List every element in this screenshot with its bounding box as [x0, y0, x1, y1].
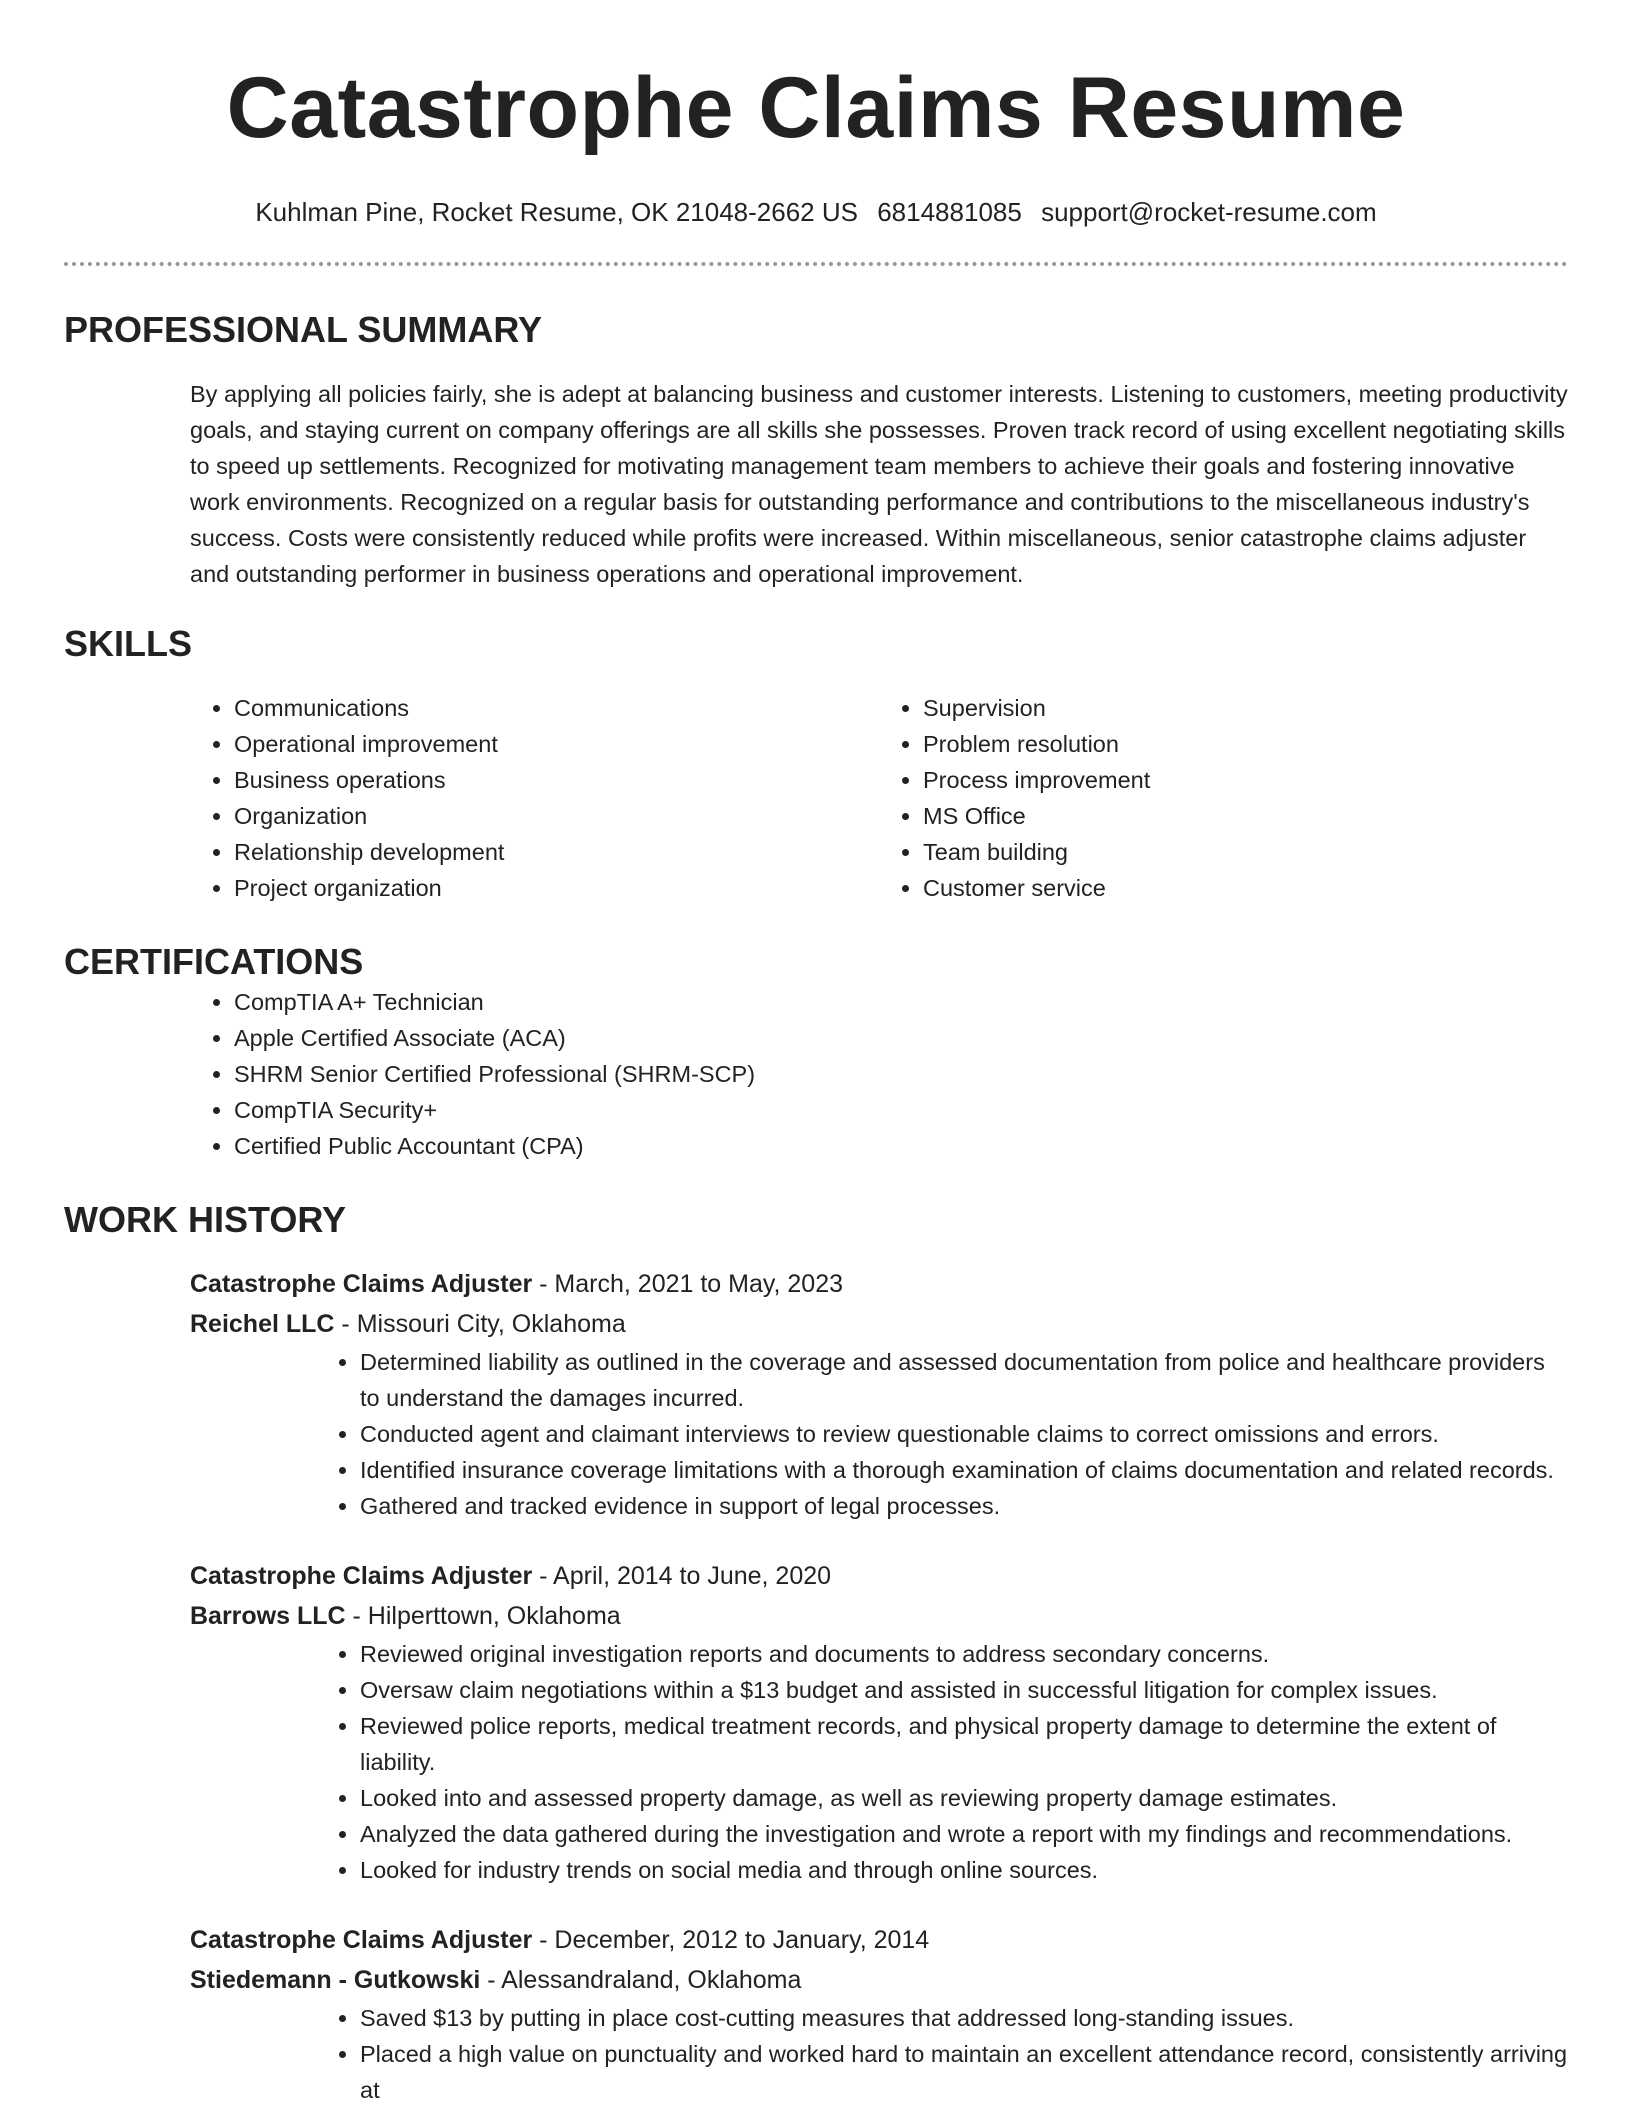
- contact-address: Kuhlman Pine, Rocket Resume, OK 21048-2662 US: [255, 197, 858, 227]
- list-item: • Certified Public Accountant (CPA): [234, 1128, 1568, 1164]
- job-location: - Alessandraland, Oklahoma: [480, 1966, 802, 1994]
- resume-page: [64, 0, 1568, 2108]
- resume-title: Catastrophe Claims Resume: [226, 60, 1406, 156]
- list-item: • Supervision: [923, 690, 1568, 726]
- list-item: • SHRM Senior Certified Professional (SHRM-SCP): [234, 1056, 1568, 1092]
- list-item: • Apple Certified Associate (ACA): [234, 1020, 1568, 1056]
- list-item: • Conducted agent and claimant interviews to review questionable claims to correct omissions and errors.: [360, 1416, 1568, 1452]
- job-company-line: [190, 1304, 1568, 1344]
- list-item: • Gathered and tracked evidence in support of legal processes.: [360, 1488, 1568, 1524]
- job-entry: [190, 1920, 1568, 2108]
- list-item: • Operational improvement: [234, 726, 879, 762]
- list-item: • Placed a high value on punctuality and worked hard to maintain an excellent attendance record, consistently arriving at: [360, 2036, 1568, 2108]
- list-item: • Team building: [923, 834, 1568, 870]
- section-work-history: [64, 1198, 1568, 2108]
- section-heading-work: WORK HISTORY: [64, 1199, 347, 1240]
- list-item: • Saved $13 by putting in place cost-cutting measures that addressed long-standing issues.: [360, 2000, 1568, 2036]
- job-company-line: [190, 1960, 1568, 2000]
- job-title: Catastrophe Claims Adjuster: [190, 1270, 533, 1298]
- job-entry: [190, 1556, 1568, 1888]
- section-heading-summary: PROFESSIONAL SUMMARY: [64, 309, 543, 350]
- skills-list-right: [879, 690, 1568, 906]
- job-dates: - April, 2014 to June, 2020: [532, 1562, 832, 1590]
- list-item: • Communications: [234, 690, 879, 726]
- list-item: • Process improvement: [923, 762, 1568, 798]
- skills-grid: [190, 690, 1568, 906]
- list-item: • MS Office: [923, 798, 1568, 834]
- job-company: Stiedemann - Gutkowski: [190, 1966, 481, 1994]
- job-bullets: [190, 2000, 1568, 2108]
- section-certifications: [64, 940, 1568, 1164]
- section-heading-skills: SKILLS: [64, 623, 193, 664]
- section-skills: [64, 622, 1568, 906]
- job-title: Catastrophe Claims Adjuster: [190, 1926, 533, 1954]
- contact-phone: 6814881085: [877, 197, 1022, 227]
- job-title-line: [190, 1920, 1568, 1960]
- list-item: • Determined liability as outlined in the coverage and assessed documentation from police and healthcare providers to understand the damages incurred.: [360, 1344, 1568, 1416]
- list-item: • Relationship development: [234, 834, 879, 870]
- contact-email: support@rocket-resume.com: [1041, 197, 1377, 227]
- list-item: • Looked into and assessed property damage, as well as reviewing property damage estimates.: [360, 1780, 1568, 1816]
- list-item: • CompTIA Security+: [234, 1092, 1568, 1128]
- skills-list-left: [190, 690, 879, 906]
- job-dates: - December, 2012 to January, 2014: [532, 1926, 930, 1954]
- job-title: Catastrophe Claims Adjuster: [190, 1562, 533, 1590]
- list-item: • Reviewed original investigation reports and documents to address secondary concerns.: [360, 1636, 1568, 1672]
- header-divider: [64, 262, 1568, 266]
- section-professional-summary: [64, 308, 1568, 592]
- list-item: • Oversaw claim negotiations within a $13 budget and assisted in successful litigation for complex issues.: [360, 1672, 1568, 1708]
- job-bullets: [190, 1636, 1568, 1888]
- job-company: Reichel LLC: [190, 1310, 335, 1338]
- list-item: • Customer service: [923, 870, 1568, 906]
- list-item: • CompTIA A+ Technician: [234, 984, 1568, 1020]
- job-dates: - March, 2021 to May, 2023: [532, 1270, 844, 1298]
- summary-paragraph: By applying all policies fairly, she is adept at balancing business and customer interests. Listening to customers, meeting productivity goals, and staying current on company offerings are all skills she possesses. Proven track record of using excellent negotiating skills to speed up settlements. Recognized for motivating management team members to achieve their goals and fostering innovative work environments. Recognized on a regular basis for outstanding performance and contributions to the miscellaneous industry's success. Costs were consistently reduced while profits were increased. Within miscellaneous, senior catastrophe claims adjuster and outstanding performer in business operations and operational improvement.: [190, 381, 1568, 587]
- contact-line: [64, 196, 1568, 228]
- job-company-line: [190, 1596, 1568, 1636]
- list-item: • Project organization: [234, 870, 879, 906]
- list-item: • Reviewed police reports, medical treatment records, and physical property damage to determine the extent of liability.: [360, 1708, 1568, 1780]
- list-item: • Problem resolution: [923, 726, 1568, 762]
- job-location: - Missouri City, Oklahoma: [334, 1310, 626, 1338]
- list-item: • Analyzed the data gathered during the investigation and wrote a report with my findings and recommendations.: [360, 1816, 1568, 1852]
- certifications-list: [190, 984, 1568, 1164]
- section-heading-certifications: CERTIFICATIONS: [64, 941, 364, 982]
- job-entry: [190, 1264, 1568, 1524]
- list-item: • Looked for industry trends on social media and through online sources.: [360, 1852, 1568, 1888]
- list-item: • Organization: [234, 798, 879, 834]
- job-location: - Hilperttown, Oklahoma: [345, 1602, 621, 1630]
- list-item: • Identified insurance coverage limitations with a thorough examination of claims documentation and related records.: [360, 1452, 1568, 1488]
- job-title-line: [190, 1264, 1568, 1304]
- job-title-line: [190, 1556, 1568, 1596]
- list-item: • Business operations: [234, 762, 879, 798]
- job-bullets: [190, 1344, 1568, 1524]
- job-company: Barrows LLC: [190, 1602, 346, 1630]
